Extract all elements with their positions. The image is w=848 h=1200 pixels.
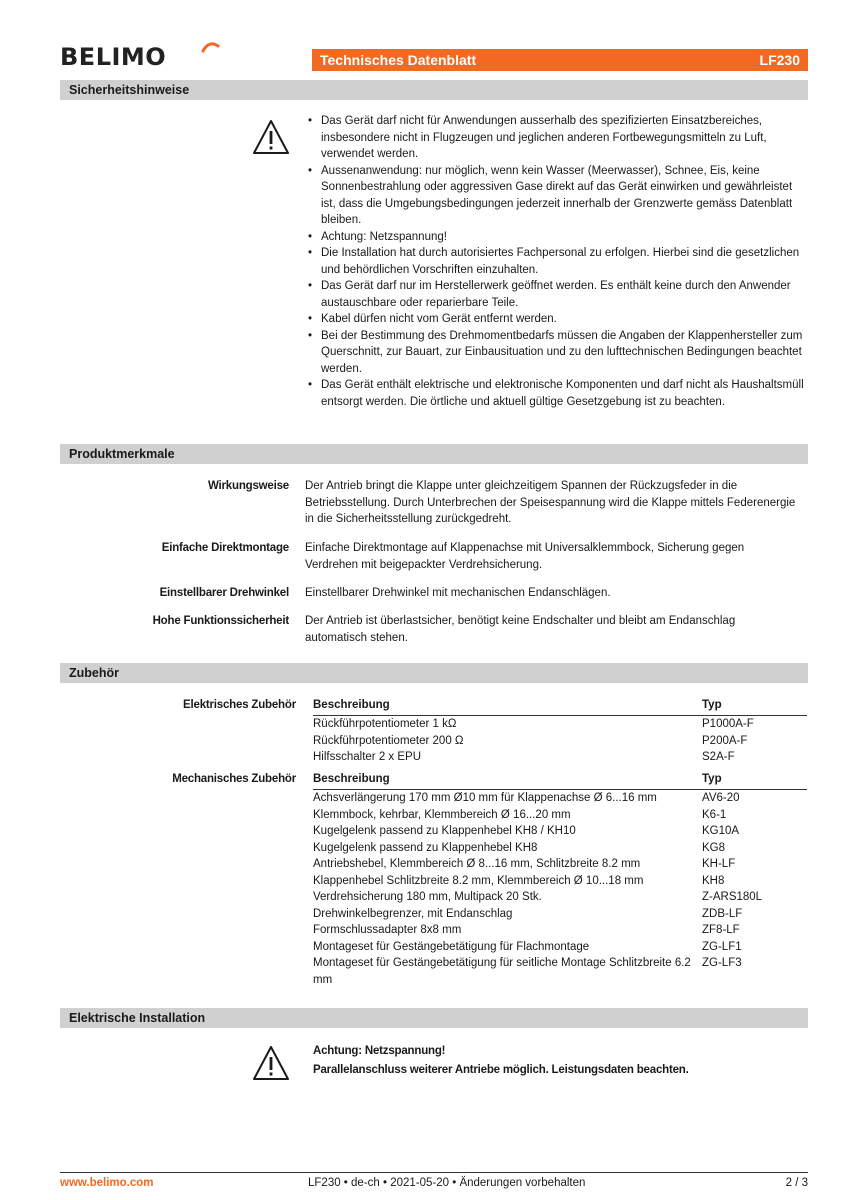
- table-row: [313, 749, 807, 766]
- electrical-accessories-table: [313, 696, 807, 766]
- belimo-logo: [60, 42, 166, 72]
- footer-website-link[interactable]: www.belimo.com: [60, 1177, 154, 1189]
- footer-divider: [60, 1172, 808, 1173]
- footer-document-info: LF230 • de-ch • 2021-05-20 • Änderungen vorbehalten: [308, 1177, 586, 1189]
- feature-text: Der Antrieb bringt die Klappe unter gleichzeitigem Spannen der Rückzugsfeder in die Betriebsstellung. Durch Unterbrechen der Speisespannung wird die Klappe mittels Federenergie in die Sicherheitsstellung zurückgedreht.: [305, 480, 796, 525]
- feature-text: Einfache Direktmontage auf Klappenachse mit Universalklemmbock, Sicherung gegen Verdrehen mit beigepackter Verdrehsicherung.: [305, 542, 745, 571]
- table-row: [313, 807, 807, 824]
- feature-row: [60, 478, 808, 528]
- list-item: • Kabel dürfen nicht vom Gerät entfernt werden.: [307, 311, 807, 328]
- table-header: [313, 696, 807, 716]
- warning-triangle-icon: [252, 1045, 290, 1081]
- mechanical-accessories-table: [313, 770, 807, 988]
- table-row: [313, 939, 807, 956]
- feature-label: Einfache Direktmontage: [161, 542, 289, 554]
- section-safety-heading: Sicherheitshinweise: [60, 80, 808, 100]
- table-row: [313, 922, 807, 939]
- product-code: LF230: [759, 52, 800, 68]
- cell-type: P1000A-F: [702, 718, 754, 730]
- installation-warning: Achtung: Netzspannung!: [313, 1045, 446, 1057]
- cell-description: Montageset für Gestängebetätigung für seitliche Montage Schlitzbreite 6.2 mm: [313, 957, 691, 986]
- feature-text: Der Antrieb ist überlastsicher, benötigt keine Endschalter und bleibt am Endanschlag automatisch stehen.: [305, 615, 736, 644]
- list-item: • Das Gerät darf nicht für Anwendungen ausserhalb des spezifizierten Einsatzbereiches, insbesondere nicht in Flugzeugen und jeglichen anderen Fortbewegungsmitteln zu Luft, verwendet werden.: [307, 113, 807, 163]
- logo-text: BELIMO: [60, 43, 167, 71]
- table-row: [313, 716, 807, 733]
- column-header-type: Typ: [702, 699, 722, 711]
- cell-type: KG10A: [702, 825, 740, 837]
- cell-description: Klemmbock, kehrbar, Klemmbereich Ø 16...20 mm: [313, 808, 571, 821]
- feature-label: Hohe Funktionssicherheit: [152, 615, 289, 627]
- cell-description: Montageset für Gestängebetätigung für Flachmontage: [313, 940, 590, 953]
- cell-description: Formschlussadapter 8x8 mm: [313, 924, 462, 936]
- document-title: Technisches Datenblatt: [320, 52, 477, 68]
- cell-type: P200A-F: [702, 734, 748, 747]
- cell-description: Kugelgelenk passend zu Klappenhebel KH8 / KH10: [313, 825, 576, 837]
- list-item: • Bei der Bestimmung des Drehmomentbedarfs müssen die Angaben der Klappenhersteller zum Querschnitt, zur Bauart, zur Einbausituation und zu den lufttechnischen Bedingungen beachtet werden.: [307, 328, 807, 378]
- feature-row: [60, 540, 808, 573]
- cell-type: K6-1: [702, 808, 727, 821]
- cell-description: Drehwinkelbegrenzer, mit Endanschlag: [313, 907, 513, 920]
- cell-type: ZDB-LF: [702, 907, 743, 920]
- feature-row: [60, 585, 808, 602]
- cell-description: Antriebshebel, Klemmbereich Ø 8...16 mm, Schlitzbreite 8.2 mm: [313, 858, 641, 870]
- feature-label: Wirkungsweise: [207, 480, 289, 492]
- table-header: [313, 770, 807, 790]
- table-row: [313, 840, 807, 857]
- table-row: [313, 906, 807, 923]
- cell-description: Rückführpotentiometer 200 Ω: [313, 734, 464, 747]
- section-accessories-heading: Zubehör: [60, 663, 808, 683]
- table-row: [313, 733, 807, 750]
- column-header-type: Typ: [702, 773, 722, 785]
- list-item: • Das Gerät darf nur im Herstellerwerk geöffnet werden. Es enthält keine durch den Anwender austauschbare oder reparierbare Teile.: [307, 278, 807, 311]
- cell-type: KH8: [702, 874, 725, 887]
- feature-row: [60, 613, 808, 646]
- table-row: [313, 790, 807, 807]
- cell-type: Z-ARS180L: [702, 891, 763, 903]
- feature-label: Einstellbarer Drehwinkel: [159, 587, 289, 599]
- title-bar: [312, 49, 808, 71]
- cell-description: Verdrehsicherung 180 mm, Multipack 20 Stk.: [313, 891, 542, 903]
- installation-notes: [313, 1042, 689, 1080]
- cell-description: Hilfsschalter 2 x EPU: [313, 751, 422, 763]
- safety-list: [307, 113, 807, 410]
- installation-note: Parallelanschluss weiterer Antriebe möglich. Leistungsdaten beachten.: [313, 1064, 689, 1076]
- table-row: [313, 823, 807, 840]
- table-row: [313, 889, 807, 906]
- electrical-accessories-label: Elektrisches Zubehör: [183, 699, 296, 711]
- section-installation-heading: Elektrische Installation: [60, 1008, 808, 1028]
- warning-triangle-icon: [252, 119, 290, 155]
- list-item: • Das Gerät enthält elektrische und elektronische Komponenten und darf nicht als Haushaltsmüll entsorgt werden. Die örtliche und aktuell gültige Gesetzgebung ist zu beachten.: [307, 377, 807, 410]
- section-features-heading: Produktmerkmale: [60, 444, 808, 464]
- feature-text: Einstellbarer Drehwinkel mit mechanischen Endanschlägen.: [305, 587, 611, 599]
- cell-description: Kugelgelenk passend zu Klappenhebel KH8: [313, 841, 538, 854]
- cell-description: Achsverlängerung 170 mm Ø10 mm für Klappenachse Ø 6...16 mm: [313, 792, 657, 804]
- cell-description: Klappenhebel Schlitzbreite 8.2 mm, Klemmbereich Ø 10...18 mm: [313, 874, 644, 887]
- column-header-description: Beschreibung: [313, 773, 390, 785]
- cell-type: KH-LF: [702, 858, 736, 870]
- table-row: [313, 873, 807, 890]
- cell-type: ZF8-LF: [702, 924, 740, 936]
- cell-description: Rückführpotentiometer 1 kΩ: [313, 718, 457, 730]
- cell-type: S2A-F: [702, 751, 735, 763]
- table-row: [313, 856, 807, 873]
- page-number: 2 / 3: [785, 1177, 808, 1189]
- list-item: • Die Installation hat durch autorisiertes Fachpersonal zu erfolgen. Hierbei sind die gesetzlichen und behördlichen Vorschriften einzuhalten.: [307, 245, 807, 278]
- logo-swoosh-icon: [169, 42, 221, 72]
- list-item: • Aussenanwendung: nur möglich, wenn kein Wasser (Meerwasser), Schnee, Eis, keine Sonnenbestrahlung oder aggressiven Gase direkt auf das Gerät einwirken und gewährleistet ist, dass die Umgebungsbedingungen jederzeit innerhalb der Grenzwerte gemäss Datenblatt bleiben.: [307, 163, 807, 229]
- list-item: • Achtung: Netzspannung!: [307, 229, 807, 246]
- cell-type: ZG-LF3: [702, 957, 742, 969]
- cell-type: ZG-LF1: [702, 940, 742, 953]
- cell-type: AV6-20: [702, 792, 740, 804]
- table-row: [313, 955, 807, 988]
- mechanical-accessories-label: Mechanisches Zubehör: [172, 773, 296, 785]
- cell-type: KG8: [702, 841, 726, 854]
- column-header-description: Beschreibung: [313, 699, 390, 711]
